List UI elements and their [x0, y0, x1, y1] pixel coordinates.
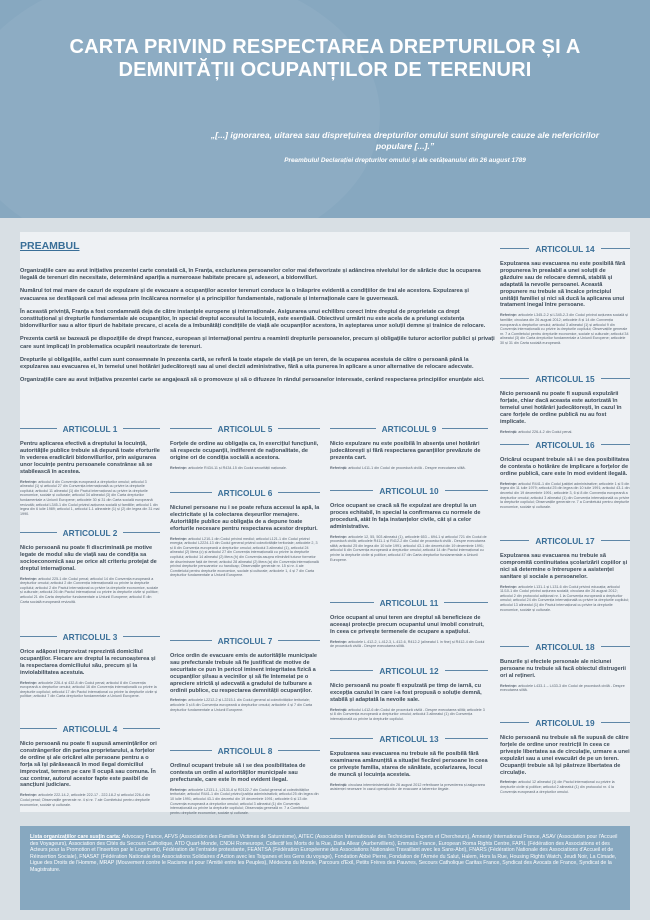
- article-title: ARTICOLUL 15: [529, 374, 600, 384]
- reference-text: articolul 12 alineatul (1) din Pactul internațional cu privire la drepturile civile și politice; articolul 2 alineatul (1) din protocolul nr. 4 la Convenția europeană a drepturilor omului.: [500, 780, 615, 794]
- article-title: ARTICOLUL 8: [212, 746, 279, 756]
- article-reference: [20, 577, 160, 605]
- preamble-paragraph: Numărul tot mai mare de cazuri de expulzare și de evacuare a ocupanților acestor terenuri conduce la o înăsprire evidentă a condițiilor de trai ale acestora. Expulzarea și evacuarea se desfășoară cel mai adesea prin încălcarea normelor și a principiilor fundamentale, naționale și internaționale care le guvernează.: [20, 288, 469, 302]
- reference-text: articolele L345-2-2 și L345-2-3 din Codul privind acțiunea socială și familiile; circulara din 26 august 2012; articolele 8 și 14 din Convenția europeană a drepturilor omului; articolul 3 alineatul (1) și articolul 9 din Convenția internațională cu privire la drepturile copilului; Observațiile generale nr. 7 a Comitetului pentru drepturile economice, sociale și culturale; articolul 34 alineatul (3) din Carta drepturilor fundamentale a Uniunii Europene; articolele 30 și 31 din Carta socială europeană.: [500, 313, 629, 345]
- article-19: [500, 716, 630, 794]
- page-title: CARTA PRIVIND RESPECTAREA DREPTURILOR ȘI A DEMNITĂȚII OCUPANȚILOR DE TERENURI: [69, 36, 581, 81]
- article-title: ARTICOLUL 6: [212, 488, 279, 498]
- supporters-label: Lista organizațiilor care susțin carta:: [30, 834, 121, 840]
- reference-label: Referințe:: [500, 313, 518, 318]
- article-reference: [500, 313, 630, 345]
- reference-label: Referințe:: [500, 481, 518, 486]
- article-column-2: [170, 422, 320, 815]
- reference-label: Referință:: [330, 707, 348, 712]
- article-title: ARTICOLUL 19: [529, 718, 600, 728]
- article-16: [500, 438, 630, 526]
- article-title: ARTICOLUL 4: [57, 724, 124, 734]
- article-reference: [500, 684, 630, 693]
- reference-label: Referințe:: [20, 479, 38, 484]
- article-text: Expulzarea sau evacuarea nu trebuie să fie posibilă fără examinarea amănunțită a situației fiecărei persoane în ceea ce privește familia, starea de sănătate, școlarizarea, locul de muncă și locuința acesteia.: [330, 751, 488, 778]
- article-title: ARTICOLUL 10: [373, 486, 444, 496]
- reference-text: articolele L433-1 – L433-3 din Codul de procedură civilă - Despre executarea silită.: [500, 683, 625, 693]
- article-title: ARTICOLUL 14: [529, 244, 600, 254]
- reference-text: articolul L210-1 din Codul privind mediul; articolul L121-1 din Codul privind energia; articolul L2224-13 din Codul general privind colectivitățile teritoriale; articolele 2, 3 și 8 din Convenția europeană a drepturilor omului; articolul 3 alineatul (1), articolul 24 alineatul (2) litera (c) și articolul 27 din Convenția internațională cu privire la drepturile copilului; articolul 14 alineatul (2) litera (h) din Convenția asupra eliminării tuturor formelor de discriminare față de femei; articolul 28 alineatul (2) litera (a) din Convenția internațională privind drepturile persoanelor cu handicap; Observațiile generale nr. 15 și nr. 4 ale Comitetului pentru drepturile economice, sociale și culturale; articolele 1, 4 și 7 din Carta drepturilor fundamentale a Uniunii Europene.: [170, 536, 319, 578]
- article-text: Orice ocupant al unui teren are dreptul să beneficieze de aceeași protecție precum ocupantul unui imobil construit, în ceea ce privește termenele de ocupare a spațiului.: [330, 615, 484, 635]
- article-text: Nicio persoană nu poate fi discriminată pe motive legate de modul său de viață sau de condiția sa socioeconomică sau pe orice alt criteriu protejat de dreptul internațional.: [20, 545, 157, 572]
- article-title: ARTICOLUL 17: [529, 536, 600, 546]
- article-reference: [330, 535, 488, 563]
- reference-text: articolele L.412-2, L.412-3, L.412-6, R412-2 (alineatul 1 in fine) și R412-4 din Codul de procedură civilă - Despre executarea silită.: [330, 639, 485, 649]
- article-reference: [170, 537, 320, 578]
- reference-text: articolul 225-1 din Codul penal; articolul 14 din Convenția europeană a drepturilor omului; articolul 2 din Convenția internațională cu privire la drepturile copilului; articolul 2 din Pactul internațional cu privire la drepturile economice, sociale și culturale; articolul 26 din Pactul internațional cu privire la drepturile civile și politice; articolul 21 din Carta drepturilor fundamentale a Uniunii Europene; articolul E din Carta socială europeană revizuită.: [20, 576, 159, 604]
- article-text: Expulzarea sau evacuarea nu trebuie să compromită continuitatea școlarizării copiilor și nici să determine o întrerupere a asistenței sanitare și sociale a persoanelor.: [500, 553, 628, 580]
- article-reference: [500, 482, 630, 510]
- article-text: Orice adăpost improvizat reprezintă domiciliul ocupanților. Fiecare are dreptul la recunoașterea și la respectarea domiciliului său, precum și la inviolabilitatea acestuia.: [20, 649, 156, 676]
- article-9: [330, 422, 488, 478]
- supporters-footer: [20, 826, 630, 910]
- article-title: ARTICOLUL 9: [376, 424, 443, 434]
- reference-label: Referințe:: [170, 698, 188, 703]
- article-18: [500, 640, 630, 708]
- reference-label: Referință:: [330, 465, 348, 470]
- reference-text: circulara interministerială din 26 august 2012 referitoare la prevederea și asigurarea asistenței necesare în cazul operațiunilor de evacuare a taberelor ilegale.: [330, 782, 485, 792]
- reference-text: articolele 222-14-2, articolele 222-17 - 222-18-2 și articolul 226-4 din Codul penal; Observațiile generale nr. 4 și nr. 7 ale Comitetului pentru drepturile economice, sociale și culturale.: [20, 793, 150, 807]
- article-13: [330, 732, 488, 792]
- article-reference: [20, 793, 160, 807]
- reference-label: Referințe:: [170, 536, 188, 541]
- article-title: ARTICOLUL 11: [374, 598, 445, 608]
- content-area: [20, 232, 630, 815]
- article-reference: [170, 698, 320, 712]
- reference-label: Referințe:: [330, 534, 348, 539]
- preamble-paragraph: Drepturile și obligațiile, astfel cum sunt consemnate în prezenta cartă, se referă la toate etapele de viață pe un teren, de la ocuparea acestuia de către o persoană până la expulzarea sau evacuarea ei, în temeiul unei hotărâri judecătorești sau al unei decizii administrative, fără a uita punerea în aplicare a unor alternative de relocare adecvate.: [20, 356, 474, 371]
- reference-text: articolele 226-4 și 432-8 din Codul penal; articolul 8 din Convenția europeană a drepturilor omului; articolul 16 din Convenția internațională cu privire la drepturile copilului; articolul 17 din Pactul internațional cu privire la drepturile civile și politice; articolul 7 din Carta drepturilor fundamentale a Uniunii Europene.: [20, 680, 158, 699]
- article-reference: [500, 585, 630, 613]
- article-reference: [20, 681, 160, 699]
- reference-text: articolul 8 din Convenția europeană a drepturilor omului; articolul 3 alineatul (1) și articolul 27 din Convenția internațională cu privire la drepturile copilului; articolul 11 alineatul (1) din Pactul internațional cu privire la drepturile economice, sociale și culturale; articolul 34 alineatul (3) din Carta drepturilor fundamentale a Uniunii Europene; articolele 30 și 31 din Carta socială europeană revizuită; articolul L345-1 din Codul privind acțiunea socială și familiile; articolul 1 din legea din 6 iulie 1989; articolul 1, articolul 1-1 alineatele (1) și (2) din legea din 31 mai 1990.: [20, 479, 160, 516]
- article-5: [170, 422, 320, 482]
- article-text: Pentru aplicarea efectivă a dreptului la locuință, autoritățile publice trebuie să depună toate eforturile în vederea eradicării bidonvillurilor, prin asigurarea unor locuințe pentru persoanele constrânse să se stabilească în acestea.: [20, 441, 160, 475]
- article-reference: [500, 780, 630, 794]
- reference-label: Referințe:: [20, 680, 38, 685]
- article-text: Nicio persoană nu trebuie să fie supusă de către forțele de ordine unor restricții în ceea ce privește libertatea sa de circulație, urmare a unei expulzări sau a unei evacuări de pe un teren. Ocupanții trebuie să își păstreze libertatea de circulație.: [500, 735, 630, 776]
- article-reference: [330, 640, 488, 649]
- article-title: ARTICOLUL 1: [57, 424, 124, 434]
- reference-text: articolul L411-1 din Codul de procedură civilă - Despre executarea silită.: [348, 465, 466, 470]
- preamble-paragraph: Organizațiile care au avut inițiativa prezentei carte constată că, în Franța, excluziunea persoanelor celor mai defavorizate și adâncirea nivelului lor de sărăcie duc la ocuparea ilegală de terenuri din necesitate, determinând apariția a numeroase habitate precare și, adeseori, a bidonvilluri.: [20, 268, 481, 282]
- reference-label: Referințe:: [170, 465, 188, 470]
- article-text: Bunurile și efectele personale ale niciunei persoane nu trebuie să facă obiectul distrugerii ori al rețineri.: [500, 659, 626, 679]
- article-3: [20, 630, 160, 714]
- reference-text: articolele 12, 55, 503 alineatul (1), articolele 653 – 694-1 și articolul 721 din Codul de procedură civilă; articolele R411-1 și R412-2 din Codul de procedură civilă - Despre executarea silită; articolul 25 din legea din 10 iulie 1991; articolul 43-1 din decretul din 19 decembrie 1991; articolul 6 din Convenția europeană a drepturilor omului; articolul 14 din Pactul internațional cu privire la drepturile civile și politice; articolul 47 din Carta drepturilor fundamentale a Uniunii Europene.: [330, 534, 487, 562]
- article-12: [330, 664, 488, 726]
- article-title: ARTICOLUL 13: [373, 734, 444, 744]
- article-text: Forțele de ordine au obligația ca, în exercițiul funcțiunii, să respecte ocupanții, indiferent de naționalitate, de origine ori de condiția socială a acestora.: [170, 441, 319, 461]
- article-10: [330, 484, 488, 590]
- article-text: Orice ocupant se cracă să fie expulzat are dreptul la un proces echitabil, în special la confirmarea cu normele de procedură, atât în fața instanțelor civile, cât și a celor administrative.: [330, 503, 481, 530]
- article-4: [20, 722, 160, 807]
- reference-label: Referințe:: [330, 639, 348, 644]
- reference-label: Referințe:: [500, 584, 518, 589]
- reference-text: articolul R441-1 din Codul justiției administrative; articolele 1 și 5 din legea din 11 iulie 1979; articolul 25 din legea din 10 iulie 1991; articolul 43-1 din decretul din 19 decembrie 1991; articolele 3, 6 și 8 din Convenția europeană a drepturilor omului; articolul 3 alineatul (1) din Convenția internațională cu privire la drepturile copilului; Observațiile generale nr. 7 a Comitetului pentru drepturile economice, sociale și culturale.: [500, 481, 630, 509]
- article-title: ARTICOLUL 12: [373, 666, 444, 676]
- reference-text: articolele L2212-2 și L2215-1 din Codul general al colectivităților teritoriale; articolele 3 și 8 din Convenția europeană a drepturilor omului; articolele 4 și 7 din Carta drepturilor fundamentale a Uniunii Europene.: [170, 698, 313, 712]
- article-title: ARTICOLUL 2: [57, 528, 124, 538]
- article-title: ARTICOLUL 5: [212, 424, 279, 434]
- article-7: [170, 634, 320, 738]
- article-text: Nicio expulzare nu este posibilă în absența unei hotărâri judecătorești și fără respectarea garanțiilor prevăzute de prezenta cart.: [330, 441, 481, 461]
- reference-text: articolul 226-4-2 din Codul penal.: [518, 429, 573, 434]
- preamble-heading: PREAMBUL: [20, 240, 80, 252]
- article-reference: [330, 466, 488, 471]
- reference-label: Referință:: [500, 429, 518, 434]
- reference-text: articolul L412-6 din Codul de procedură civilă - Despre executarea silită; articolele 3 și 8 din Convenția europeană a drepturilor omului; articolul 3 alineatul (1) din Convenția internațională cu privire la drepturile copilului.: [330, 707, 485, 721]
- article-6: [170, 486, 320, 628]
- article-text: Niciunei persoane nu i se poate refuza accesul la apă, la electricitate și la colectarea deșeurilor menajere. Autoritățile publice au obligația de a depune toate eforturile necesare pentru respectarea acestor drepturi.: [170, 505, 320, 532]
- article-reference: [330, 708, 488, 722]
- reference-text: articolele R434-11 și R434-15 din Codul securității naționale.: [188, 465, 287, 470]
- banner-decoration: [0, 0, 380, 218]
- reference-label: Referințe:: [170, 787, 188, 792]
- article-title: ARTICOLUL 3: [57, 632, 124, 642]
- reference-text: articolele L131-1 și L131-6 din Codul privind educația; articolul 11/10-1 din Codul privind acțiunea socială; circulara din 26 august 2012; articolul 2 din protocolul adițional nr. 1 la Convenția europeană a drepturilor omului; articolul 24 din Convenția internațională cu privire la drepturile copilului; articolul 13 alineatul (1) din Pactul internațional cu privire la drepturile economice, sociale și culturale.: [500, 584, 630, 612]
- article-text: Oricărui ocupant trebuie să i se dea posibilitatea de contesta o hotărâre de implicare a forțelor de ordine publică, care este în mod evident ilegală.: [500, 457, 630, 477]
- article-text: Orice ordin de evacuare emis de autoritățile municipale sau prefecturale trebuie să fie justificat de motive de securitate ce pun în pericol iminent integritatea fizică a ocupanților și/sau a vecinilor și să fie întemeiat pe o apreciere strictă și adecvată a gradului de tulburare a ordinii publice, cu respectarea demnității ocupanților.: [170, 653, 318, 694]
- article-reference: [500, 430, 630, 435]
- preamble-paragraph: Prezenta cartă se bazează pe dispozițiile de drept francez, european și internațional pentru a reaminti drepturile persoanelor, precum și obligațiile tuturor actorilor publici și privați care sunt implicați în problematica ocupării neautorizate de terenuri.: [20, 336, 495, 350]
- preamble-section: [20, 232, 495, 390]
- article-reference: [170, 466, 320, 471]
- article-title: ARTICOLUL 16: [529, 440, 600, 450]
- quote-source: Preambulul Declarației drepturilor omului și ale cetățeanului din 26 august 1789: [284, 157, 526, 164]
- article-text: Nicio persoană nu poate fi supusă amenințărilor ori constrângerilor din partea proprietarului, a forțelor de ordine și ale oricărei alte persoane pentru a o forța să își părăsească în mod ilegal domiciliul improvizat, termen pe care îl ocupă sau comuna. În caz contrar, autorul acestor fapte este pasibil de sancțiuni judiciare.: [20, 741, 157, 789]
- article-8: [170, 744, 320, 815]
- article-column-4: [500, 242, 630, 794]
- supporters-list: Advocacy France, AFVS (Association des Familles Victimes de Saturnisme), AITEC (Association Internationale des Techniciens Experts et Chercheurs), Amnesty International France, ASAV (Association pour l'Accueil des Voyageurs), Association des Cités du Secours Catholique, ATD Quart-Monde, CNDH Romeurope, Collectif les Morts de la Rue, Dalla Allear (Aurbervilliers), Emmaüs France, European Roma Rights Centre, FAPIL (Fédération des Associations et des Acteurs pour la Promotion et l'Insertion par le Logement), Fédération de l'entraide protestante, FEANTSA (Fédération Européenne des Associations Nationales Travaillant avec les Sans-Abri), FNARS (Fédération Nationale des Associations d'Accueil et de Réinsertion Sociale), FNASAT (Fédération Nationale des Associations Solidaires d'Action avec les Tsiganes et les Gens du voyage), Fondation Abbé Pierre, Fondation de l'Armée du Salut, Halem, Hors la Rue, Housing Rights Watch, Jeudi Noir, La Cimade, Ligue des Droits de l'Homme, MRAP (Mouvement contre le Racisme et pour l'Amitié entre les Peuples), Médecins du Monde, Parcours d'Exil, Petits Frères des Pauvres, Secours Catholique Caritas France, Syndicat des Avocats de France, Syndicat de la Magistrature.: [30, 834, 618, 873]
- header-quote: „[...] ignorarea, uitarea sau disprețuirea drepturilor omului sunt singurele cauze ale nefericirilor populare [...].”: [210, 130, 600, 151]
- reference-label: Referință:: [330, 782, 348, 787]
- article-14: [500, 242, 630, 364]
- preamble-paragraph: Organizațiile care au avut inițiativa prezentei carte se angajează să o promoveze și să o difuzeze în rândul persoanelor interesate, cerând respectarea principiilor enunțate aici.: [20, 377, 485, 384]
- article-title: ARTICOLUL 7: [212, 636, 279, 646]
- preamble-paragraph: În această privință, Franța a fost condamnată deja de către instanțele europene și internaționale. Asigurarea unui echilibru corect între dreptul de proprietate ca drept constituțional și drepturile fundamentale ale ocupanților, în special dreptul accesului la locuință, este esențială. Obiectivul urmărit nu este acela de a prelungi existența bidonvillurilor sau a altor tipuri de habitate precare, ci acela de a îmbunătăți condițiile de viață ale ocupanților acestora, în așteptarea unor soluții demne și trainice de relocare.: [20, 308, 486, 330]
- article-text: Nicio persoană nu poate fi expulzată pe timp de iarnă, cu excepția cazului în care i-a fost propusă o soluție demnă, stabilă și adaptată la nevoile sale.: [330, 683, 482, 703]
- article-1: [20, 422, 160, 518]
- article-reference: [170, 788, 320, 816]
- article-2: [20, 526, 160, 622]
- article-15: [500, 372, 630, 434]
- article-column-1: [20, 422, 160, 807]
- article-title: ARTICOLUL 18: [529, 642, 600, 652]
- header-banner: [0, 0, 650, 218]
- article-reference: [330, 783, 488, 792]
- article-11: [330, 596, 488, 658]
- reference-label: Referințe:: [500, 780, 518, 785]
- reference-label: Referințe:: [20, 576, 38, 581]
- reference-label: Referințe:: [20, 793, 38, 798]
- article-text: Expulzarea sau evacuarea nu este posibilă fără propunerea în prealabil a unei soluții de găzduire sau de relocare demnă, stabilă și adaptată la nevoile persoanei. Această propunere nu trebuie să încalce principiul unității familiei și nici să ducă la aplicarea unui tratament inegal între persoane.: [500, 261, 626, 309]
- article-text: Nicio persoană nu poate fi supusă expulzării forțate, chiar dacă aceasta este autorizată în temeiul unei hotărâri judecătorești, în cazul în care forțele de ordine publică nu au fost implicate.: [500, 391, 622, 425]
- reference-text: articolele L2131-1, L2131-6 și R2122-7 din Codul general al colectivităților teritoriale; articolul R441-1 din Codul privind justiția administrativă; articolul 25 din legea din 10 iulie 1991; articolul 43-1 din decretul din 19 decembrie 1991; articolele 6 și 13 din Convenția europeană a drepturilor omului; articolul 3 alineatul (1) din Convenția internațională cu privire la drepturile copilului; Observația generală nr. 7 a Comitetului pentru drepturile economice, sociale și culturale.: [170, 787, 319, 815]
- article-column-3: [330, 422, 488, 792]
- article-reference: [20, 480, 160, 517]
- article-17: [500, 534, 630, 632]
- reference-label: Referințe:: [500, 683, 518, 688]
- article-text: Ordinul ocupant trebuie să i se dea posibilitatea de contesta un ordin al autorităților municipale sau prefecturale, care este în mod evident ilegal.: [170, 763, 306, 783]
